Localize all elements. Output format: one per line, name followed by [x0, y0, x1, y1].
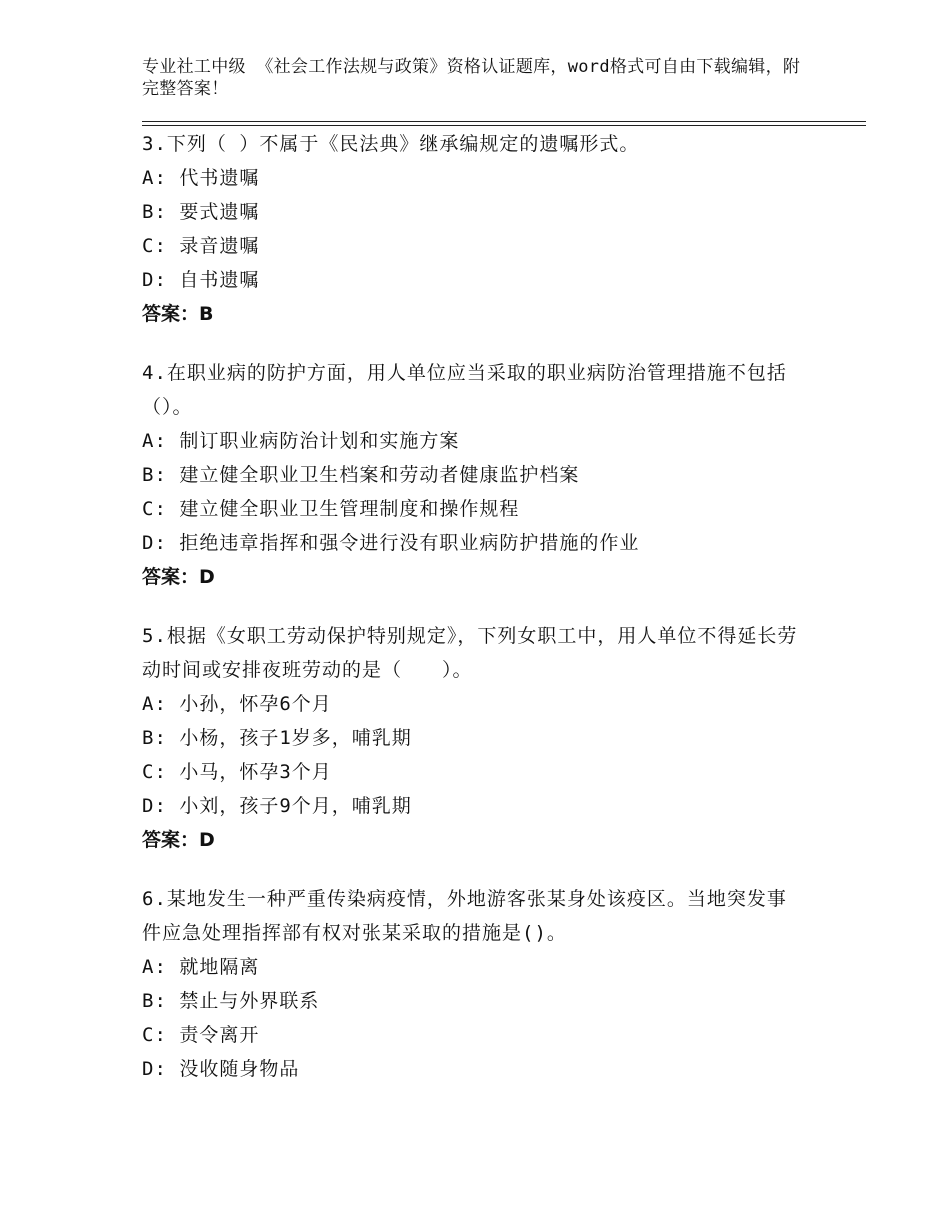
option-a: A: 就地隔离: [142, 956, 260, 978]
question-3: [142, 127, 802, 331]
document-header: 专业社工中级 《社会工作法规与政策》资格认证题库，word格式可自由下载编辑，附完整答案！: [142, 57, 801, 99]
option-b: B: 小杨，孩子1岁多，哺乳期: [142, 727, 412, 749]
answer-line: 答案：D: [142, 566, 215, 588]
question-stem: 5.根据《女职工劳动保护特别规定》，下列女职工中，用人单位不得延长劳动时间或安排夜班劳动的是（ ）。: [142, 625, 798, 681]
option-c: C: 录音遗嘱: [142, 235, 260, 257]
answer-line: 答案：B: [142, 303, 214, 325]
option-c: C: 建立健全职业卫生管理制度和操作规程: [142, 498, 520, 520]
option-d: D: 小刘，孩子9个月，哺乳期: [142, 795, 412, 817]
question-stem: 6.某地发生一种严重传染病疫情，外地游客张某身处该疫区。当地突发事件应急处理指挥部有权对张某采取的措施是()。: [142, 888, 787, 944]
option-c: C: 责令离开: [142, 1024, 260, 1046]
option-d: D: 没收随身物品: [142, 1058, 300, 1080]
option-d: D: 自书遗嘱: [142, 269, 260, 291]
option-a: A: 制订职业病防治计划和实施方案: [142, 430, 460, 452]
question-4: [142, 356, 802, 594]
option-c: C: 小马，怀孕3个月: [142, 761, 332, 783]
option-a: A: 代书遗嘱: [142, 167, 260, 189]
question-5: [142, 619, 802, 857]
option-b: B: 要式遗嘱: [142, 201, 260, 223]
question-list: [142, 127, 802, 1111]
question-6: [142, 882, 802, 1086]
answer-line: 答案：D: [142, 829, 215, 851]
option-a: A: 小孙，怀孕6个月: [142, 693, 332, 715]
question-stem: 3.下列（ ）不属于《民法典》继承编规定的遗嘱形式。: [142, 133, 640, 155]
option-d: D: 拒绝违章指挥和强令进行没有职业病防护措施的作业: [142, 532, 640, 554]
header-rule-top: [142, 121, 866, 122]
option-b: B: 建立健全职业卫生档案和劳动者健康监护档案: [142, 464, 580, 486]
option-b: B: 禁止与外界联系: [142, 990, 320, 1012]
header-rule-bottom: [142, 125, 866, 126]
question-stem: 4.在职业病的防护方面，用人单位应当采取的职业病防治管理措施不包括（）。: [142, 362, 787, 418]
